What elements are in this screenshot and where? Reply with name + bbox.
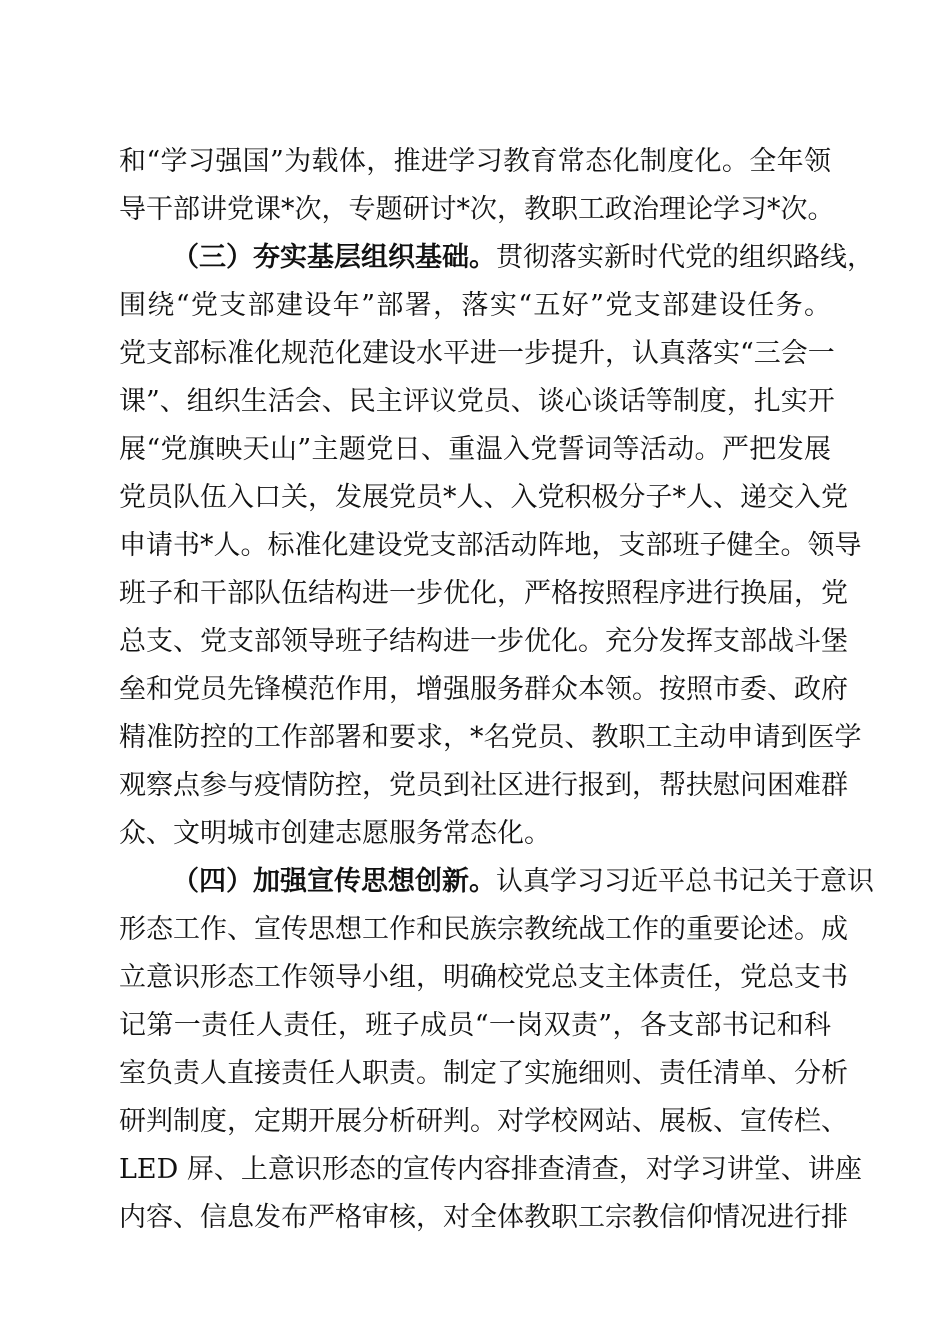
text-line: 研判制度，定期开展分析研判。对学校网站、展板、宣传栏、 [119,1106,848,1137]
text-line: LED 屏、上意识形态的宣传内容排查清查，对学习讲堂、讲座 [119,1154,862,1185]
text-line: 申请书*人。标准化建设党支部活动阵地，支部班子健全。领导 [119,530,862,561]
paragraph-first-line [172,238,874,278]
text-line: 班子和干部队伍结构进一步优化，严格按照程序进行换届，党 [119,578,848,609]
text-line: 室负责人直接责任人职责。制定了实施细则、责任清单、分析 [119,1058,848,1089]
text-line: 形态工作、宣传思想工作和民族宗教统战工作的重要论述。成 [119,914,848,945]
text-line: 记第一责任人责任，班子成员“一岗双责”，各支部书记和科 [119,1010,831,1041]
text-line: 党支部标准化规范化建设水平进一步提升，认真落实“三会一 [119,338,835,369]
text-span: 认真学习习近平总书记关于意识 [496,866,874,897]
text-span: 贯彻落实新时代党的组织路线， [496,242,874,273]
text-line: 导干部讲党课*次，专题研讨*次，教职工政治理论学习*次。 [119,194,835,225]
text-line: 立意识形态工作领导小组，明确校党总支主体责任，党总支书 [119,962,848,993]
text-line: 和“学习强国”为载体，推进学习教育常态化制度化。全年领 [119,146,831,177]
text-line: 垒和党员先锋模范作用，增强服务群众本领。按照市委、政府 [119,674,848,705]
section-heading: （三）夯实基层组织基础。 [172,242,496,273]
text-line: 展“党旗映天山”主题党日、重温入党誓词等活动。严把发展 [119,434,831,465]
text-line: 党员队伍入口关，发展党员*人、入党积极分子*人、递交入党 [119,482,848,513]
text-line: 总支、党支部领导班子结构进一步优化。充分发挥支部战斗堡 [119,626,848,657]
section-heading: （四）加强宣传思想创新。 [172,866,496,897]
text-line: 观察点参与疫情防控，党员到社区进行报到，帮扶慰问困难群 [119,770,848,801]
text-line: 精准防控的工作部署和要求，*名党员、教职工主动申请到医学 [119,722,862,753]
text-line: 众、文明城市创建志愿服务常态化。 [119,818,551,849]
text-line: 课”、组织生活会、民主评议党员、谈心谈话等制度，扎实开 [119,386,835,417]
text-line: 内容、信息发布严格审核，对全体教职工宗教信仰情况进行排 [119,1202,848,1233]
text-line: 围绕“党支部建设年”部署，落实“五好”党支部建设任务。 [119,290,831,321]
paragraph-first-line [172,862,874,902]
